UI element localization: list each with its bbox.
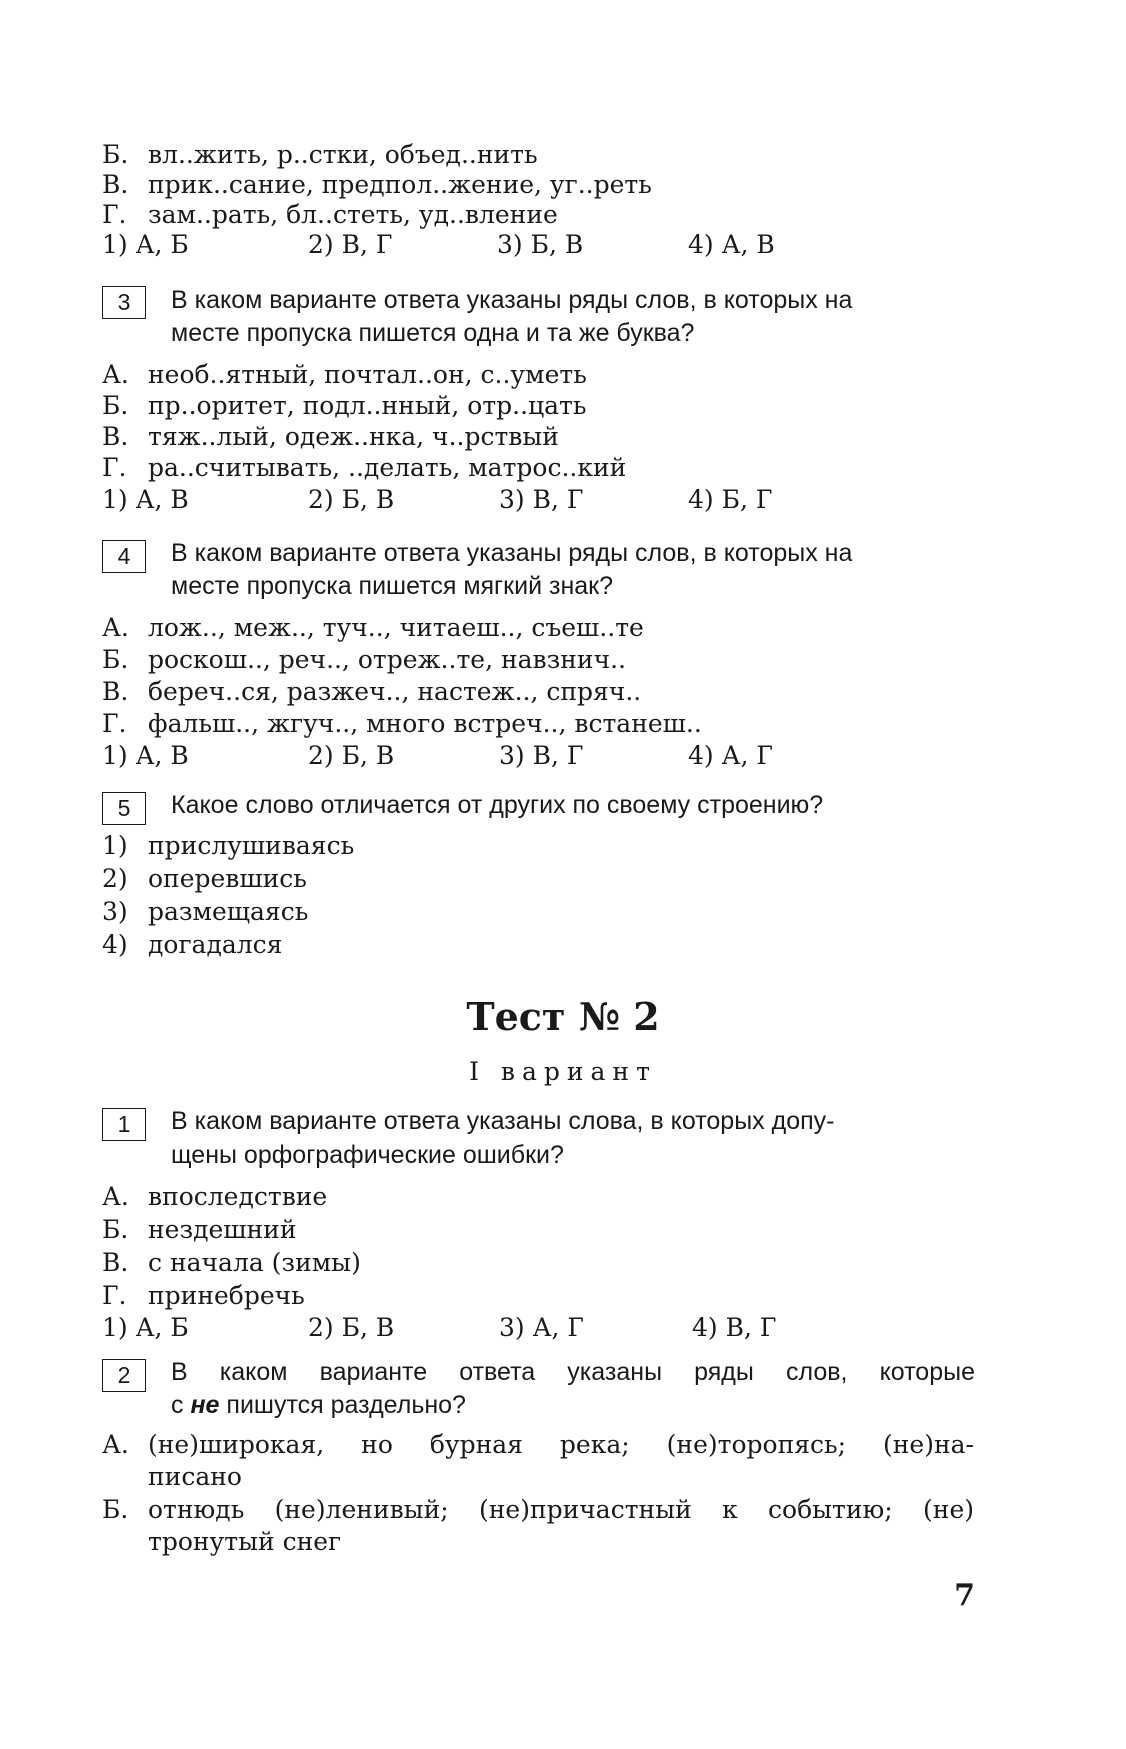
option-label: Б. [102,140,129,169]
question-text: В каком варианте ответа указаны ряды слов, которые [171,1358,975,1386]
option-label: Г. [102,1281,127,1310]
option-text: нездешний [148,1215,297,1244]
question-text: щены орфографические ошибки? [171,1141,564,1169]
option-text: лож.., меж.., туч.., читаеш.., съеш..те [148,613,644,642]
question-text: В каком варианте ответа указаны слова, в которых допу- [171,1107,835,1135]
option-text: береч..ся, разжеч.., настеж.., спряч.. [148,677,642,706]
option-label: А. [102,1182,129,1211]
question-number-box: 4 [102,540,146,573]
option-text: впоследствие [148,1182,328,1211]
answer-choice: 1) А, Б [102,1313,189,1342]
option-label: В. [102,1248,129,1277]
question-text-prefix: с [171,1391,184,1419]
answer-choice: 3) А, Г [499,1313,584,1342]
question-text: В каком варианте ответа указаны ряды слов, в которых на [171,286,853,314]
question-text: месте пропуска пишется одна и та же буква? [171,319,695,347]
answer-choice: 4) А, Г [688,741,773,770]
test-title: Тест № 2 [466,994,660,1039]
answer-choice: 3) В, Г [499,741,584,770]
option-text: прик..сание, предпол..жение, уг..реть [148,170,652,199]
answer-choice: 1) А, Б [102,230,189,259]
answer-choice: 2) Б, В [308,741,395,770]
option-text: размещаясь [148,897,309,926]
question-number-box: 2 [102,1359,146,1392]
option-label: Г. [102,200,127,229]
option-text: догадался [148,930,283,959]
answer-choice: 3) Б, В [497,230,584,259]
option-label: Г. [102,709,127,738]
answer-choice: 2) Б, В [308,485,395,514]
option-label: 2) [102,864,128,893]
option-text: вл..жить, р..стки, объед..нить [148,140,538,169]
option-text: тяж..лый, одеж..нка, ч..рствый [148,422,559,451]
option-label: В. [102,677,129,706]
question-text-rest: пишутся раздельно? [226,1391,466,1419]
option-label: 1) [102,831,128,860]
option-text: зам..рать, бл..стеть, уд..вление [148,200,558,229]
option-text: писано [148,1462,242,1491]
option-text: (не)широкая, но бурная река; (не)торопясь; (не)на- [148,1430,974,1459]
option-label: В. [102,422,129,451]
option-text: отнюдь (не)ленивый; (не)причастный к событию; (не) [148,1495,974,1524]
question-text: Какое слово отличается от других по своему строению? [171,791,824,819]
answer-choice: 4) Б, Г [688,485,773,514]
variant-subtitle: I вариант [469,1057,657,1086]
option-label: Г. [102,453,127,482]
option-text: прислушиваясь [148,831,355,860]
option-text: с начала (зимы) [148,1248,361,1277]
option-label: 3) [102,897,128,926]
question-number-box: 3 [102,286,146,319]
option-label: Б. [102,645,129,674]
answer-choice: 2) В, Г [308,230,393,259]
option-label: А. [102,1430,129,1459]
emphasis-ne: не [190,1391,220,1419]
option-text: ра..считывать, ..делать, матрос..кий [148,453,627,482]
page-number: 7 [954,1578,975,1613]
option-text: фальш.., жгуч.., много встреч.., встанеш.. [148,709,702,738]
question-text: В каком варианте ответа указаны ряды слов, в которых на [171,539,853,567]
option-label: А. [102,613,129,642]
answer-choice: 3) В, Г [499,485,584,514]
option-label: А. [102,360,129,389]
option-label: Б. [102,1495,129,1524]
option-text: тронутый снег [148,1527,342,1556]
option-text: пр..оритет, подл..нный, отр..цать [148,391,587,420]
option-label: Б. [102,1215,129,1244]
answer-choice: 1) А, В [102,741,189,770]
option-label: 4) [102,930,128,959]
option-text: необ..ятный, почтал..он, с..уметь [148,360,587,389]
option-text: принебречь [148,1281,305,1310]
question-text [171,1389,466,1422]
option-text: оперевшись [148,864,307,893]
answer-choice: 1) А, В [102,485,189,514]
question-number-box: 5 [102,792,146,825]
answer-choice: 4) В, Г [692,1313,777,1342]
option-label: Б. [102,391,129,420]
question-text: месте пропуска пишется мягкий знак? [171,572,614,600]
answer-choice: 2) Б, В [308,1313,395,1342]
option-label: В. [102,170,129,199]
question-number-box: 1 [102,1108,146,1141]
answer-choice: 4) А, В [688,230,775,259]
option-text: роскош.., реч.., отреж..те, навзнич.. [148,645,626,674]
